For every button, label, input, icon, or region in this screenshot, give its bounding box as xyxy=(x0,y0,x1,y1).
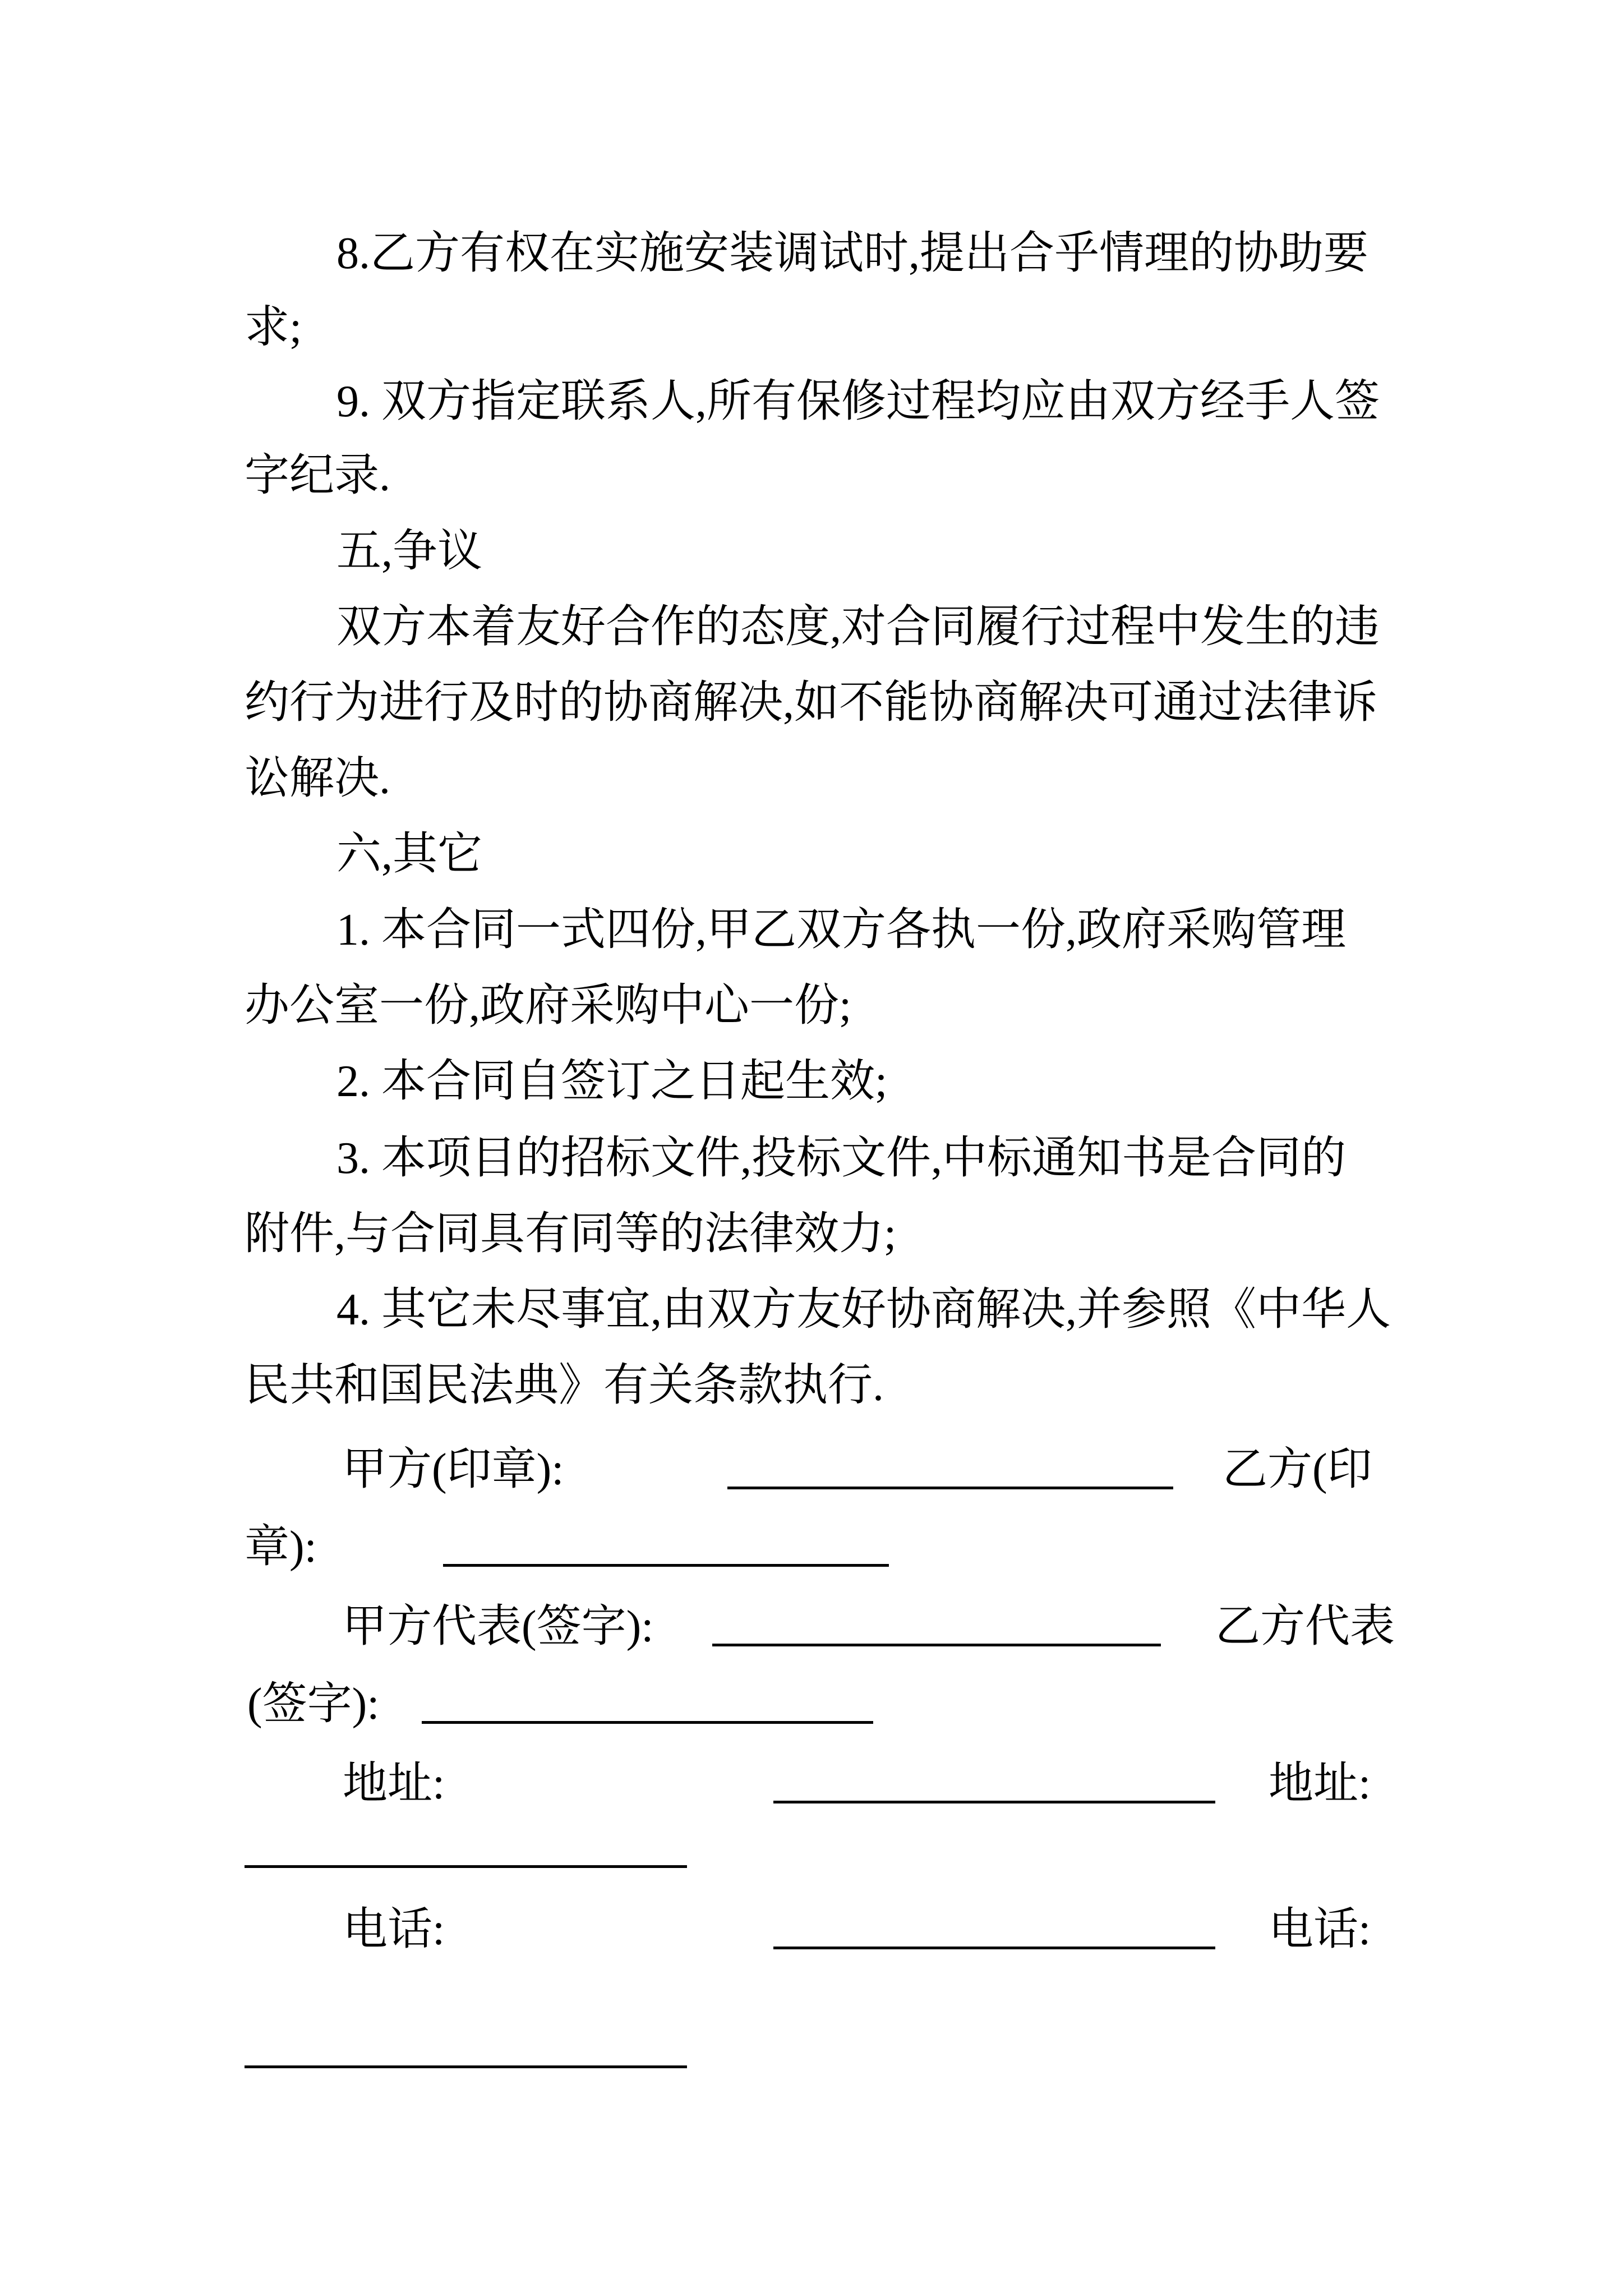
party-b-rep-label-part2: (签字): xyxy=(247,1680,380,1729)
party-a-rep-label: 甲方代表(签字): xyxy=(342,1602,654,1651)
party-b-address-label: 地址: xyxy=(1269,1759,1371,1809)
party-b-rep-blank-line xyxy=(422,1721,873,1724)
section-5-heading: 五,争议 xyxy=(336,527,482,576)
item-2-line: 2. 本合同自签订之日起生效; xyxy=(336,1057,888,1106)
party-a-address-label: 地址: xyxy=(343,1759,445,1809)
party-b-seal-blank-line xyxy=(443,1564,889,1567)
rep-row-line-2 xyxy=(0,1665,1623,1743)
party-a-seal-blank-line xyxy=(727,1487,1173,1489)
clause-9-line-2: 字纪录. xyxy=(245,451,390,500)
address-row xyxy=(0,1745,1623,1823)
seal-row-line-1 xyxy=(0,1431,1623,1508)
item-4-line-2: 民共和国民法典》有关条款执行. xyxy=(245,1361,884,1410)
party-b-rep-label-part1: 乙方代表 xyxy=(1215,1602,1395,1651)
party-a-rep-blank-line xyxy=(712,1644,1161,1646)
section-5-line-3: 讼解决. xyxy=(245,754,390,803)
party-b-phone-blank-line xyxy=(245,2065,687,2068)
rep-row-line-1 xyxy=(0,1588,1623,1665)
clause-8-line-1: 8.乙方有权在实施安装调试时,提出合乎情理的协助要 xyxy=(336,229,1368,278)
seal-row-line-2 xyxy=(0,1508,1623,1586)
section-6-heading: 六,其它 xyxy=(336,830,482,879)
item-4-line-1: 4. 其它未尽事宜,由双方友好协商解决,并参照《中华人 xyxy=(336,1285,1391,1335)
party-a-phone-label: 电话: xyxy=(343,1905,445,1954)
section-5-line-2: 约行为进行及时的协商解决,如不能协商解决可通过法律诉 xyxy=(245,678,1377,728)
party-b-seal-label-part2: 章): xyxy=(245,1522,317,1572)
party-b-phone-label: 电话: xyxy=(1269,1905,1371,1954)
party-b-seal-label-part1: 乙方(印 xyxy=(1223,1445,1372,1494)
item-1-line-2: 办公室一份,政府采购中心一份; xyxy=(245,981,852,1030)
section-5-line-1: 双方本着友好合作的态度,对合同履行过程中发生的违 xyxy=(336,602,1380,652)
party-a-phone-blank-line xyxy=(773,1947,1215,1949)
party-b-address-blank-line xyxy=(245,1865,687,1868)
clause-8-line-2: 求; xyxy=(245,303,302,352)
clause-9-line-1: 9. 双方指定联系人,所有保修过程均应由双方经手人签 xyxy=(336,377,1380,426)
phone-row xyxy=(0,1891,1623,1968)
item-3-line-2: 附件,与合同具有同等的法律效力; xyxy=(245,1209,897,1259)
item-1-line-1: 1. 本合同一式四份,甲乙双方各执一份,政府采购管理 xyxy=(336,905,1346,955)
party-a-address-blank-line xyxy=(773,1801,1215,1803)
party-a-seal-label: 甲方(印章): xyxy=(342,1445,564,1494)
item-3-line-1: 3. 本项目的招标文件,投标文件,中标通知书是合同的 xyxy=(336,1134,1346,1183)
